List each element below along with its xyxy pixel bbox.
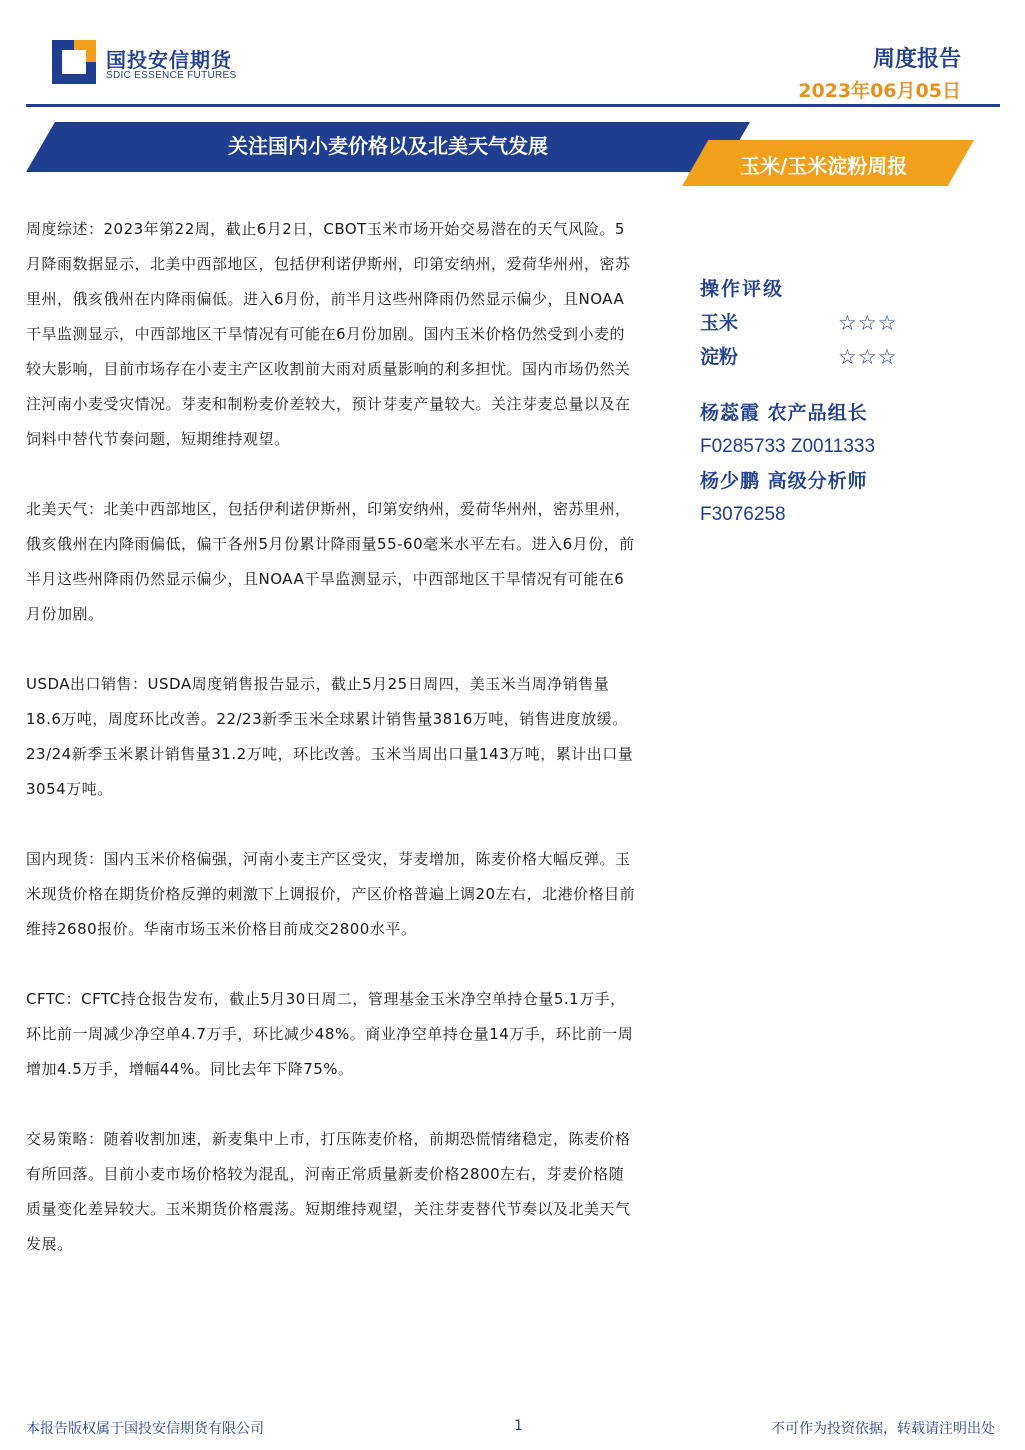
sidebar: [700, 272, 1000, 532]
header-divider: [26, 104, 1000, 107]
report-type: 周度报告: [872, 47, 961, 72]
rating-label: 玉米: [700, 312, 739, 334]
paragraph-trading-strategy: 交易策略：随着收割加速，新麦集中上市，打压陈麦价格，前期恐慌情绪稳定，陈麦价格有所回落。目前小麦市场价格较为混乱，河南正常质量新麦价格2800左右，芽麦价格随质量变化差异较大。玉米期货价格震荡。短期维持观望，关注芽麦替代节奏以及北美天气发展。: [26, 1130, 631, 1253]
disclaimer-notice: 不可作为投资依据，转载请注明出处: [771, 1421, 995, 1437]
paragraph-usda-export-sales: USDA出口销售：USDA周度销售报告显示，截止5月25日周四，美玉米当周净销售量18.6万吨，周度环比改善。22/23新季玉米全球累计销售量3816万吨，销售进度放缓。23/24新季玉米累计销售量31.2万吨，环比改善。玉米当周出口量143万吨，累计出口量3054万吨。: [26, 675, 634, 798]
logo-english-name: SDIC ESSENCE FUTURES: [106, 70, 237, 81]
logo-mark-icon: [52, 40, 96, 84]
rating-row-starch: [700, 340, 1000, 374]
report-subtitle: 玉米/玉米淀粉周报: [740, 154, 908, 178]
rating-row-corn: [700, 306, 1000, 340]
logo-chinese-name: 国投安信期货: [106, 48, 232, 72]
report-title: 关注国内小麦价格以及北美天气发展: [228, 134, 548, 158]
report-body: [26, 212, 638, 1297]
paragraph-weekly-summary: 周度综述：2023年第22周，截止6月2日，CBOT玉米市场开始交易潜在的天气风险。5月降雨数据显示，北美中西部地区，包括伊利诺伊斯州，印第安纳州，爱荷华州州，密苏里州，俄亥俄州在内降雨偏低。进入6月份，前半月这些州降雨仍然显示偏少，且NOAA干旱监测显示，中西部地区干旱情况有可能在6月份加剧。国内玉米价格仍然受到小麦的较大影响，目前市场存在小麦主产区收割前大雨对质量影响的利多担忧。国内市场仍然关注河南小麦受灾情况。芽麦和制粉麦价差较大，预计芽麦产量较大。关注芽麦总量以及在饲料中替代节奏问题，短期维持观望。: [26, 220, 631, 448]
analyst-license: F3076258: [700, 504, 786, 525]
star-rating-icon: ☆☆☆: [838, 311, 898, 335]
paragraph-north-america-weather: 北美天气：北美中西部地区，包括伊利诺伊斯州，印第安纳州，爱荷华州州，密苏里州，俄亥俄州在内降雨偏低，偏干各州5月份累计降雨量55-60毫米水平左右。进入6月份，前半月这些州降雨仍然显示偏少，且NOAA干旱监测显示，中西部地区干旱情况有可能在6月份加剧。: [26, 500, 635, 623]
analyst-name: 杨少鹏 高级分析师: [700, 470, 868, 492]
company-logo: [52, 40, 252, 90]
paragraph-cftc: CFTC：CFTC持仓报告发布，截止5月30日周二，管理基金玉米净空单持仓量5.1万手，环比前一周减少净空单4.7万手，环比减少48%。商业净空单持仓量14万手，环比前一周增加4.5万手，增幅44%。同比去年下降75%。: [26, 990, 634, 1078]
rating-title: 操作评级: [700, 278, 785, 300]
copyright-notice: 本报告版权属于国投安信期货有限公司: [26, 1421, 264, 1437]
analyst-license: F0285733 Z0011333: [700, 436, 876, 457]
rating-label: 淀粉: [700, 346, 739, 368]
analyst-name: 杨蕊霞 农产品组长: [700, 402, 868, 424]
page-number: 1: [514, 1418, 523, 1434]
report-date: 2023年06月05日: [798, 80, 961, 102]
paragraph-domestic-spot: 国内现货：国内玉米价格偏强，河南小麦主产区受灾，芽麦增加，陈麦价格大幅反弹。玉米现货价格在期货价格反弹的刺激下上调报价，产区价格普遍上调20左右，北港价格目前维持2680报价。华南市场玉米价格目前成交2800水平。: [26, 850, 636, 938]
star-rating-icon: ☆☆☆: [838, 345, 898, 369]
analyst-list: [700, 396, 1000, 532]
